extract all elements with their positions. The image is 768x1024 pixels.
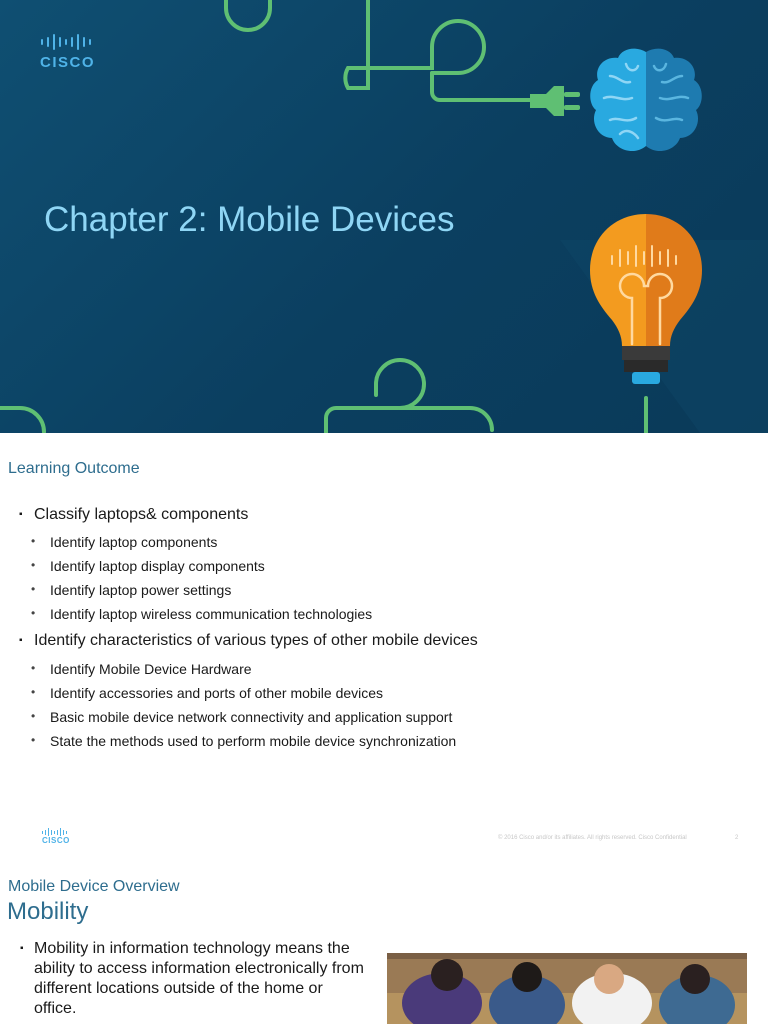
mobility-slide bbox=[0, 865, 768, 1024]
bullet-dot-icon: • bbox=[31, 582, 36, 596]
slide-title: Mobility bbox=[7, 898, 89, 925]
outcome-subitem bbox=[16, 660, 756, 678]
outcome-subitem bbox=[16, 581, 756, 599]
outcome-subitem-text: Identify Mobile Device Hardware bbox=[50, 661, 252, 677]
bullet-square-icon: ▪ bbox=[19, 509, 23, 520]
chapter-title: Chapter 2: Mobile Devices bbox=[44, 200, 455, 239]
bullet-dot-icon: • bbox=[31, 709, 36, 723]
outcome-subitem-text: Identify laptop wireless communication technologies bbox=[50, 606, 373, 622]
outcome-subitem-text: Basic mobile device network connectivity and application support bbox=[50, 709, 453, 725]
learning-outcome-list bbox=[16, 505, 756, 750]
outcome-subitem-text: Identify accessories and ports of other mobile devices bbox=[50, 685, 384, 701]
lightbulb-icon bbox=[586, 212, 708, 390]
bullet-dot-icon: • bbox=[31, 534, 36, 548]
footer-copyright: © 2016 Cisco and/or its affiliates. All rights reserved. Cisco Confidential bbox=[498, 835, 687, 841]
outcome-item bbox=[16, 631, 756, 651]
outcome-item-text: Classify laptops& components bbox=[34, 506, 249, 523]
cisco-logo-small bbox=[42, 828, 74, 845]
section-heading: Mobile Device Overview bbox=[8, 878, 180, 895]
cisco-logo-small-text: CISCO bbox=[42, 836, 70, 845]
bullet-square-icon: ▪ bbox=[20, 943, 24, 954]
plug-icon bbox=[528, 84, 584, 118]
footer-page-number: 2 bbox=[735, 835, 739, 841]
learning-outcome-heading: Learning Outcome bbox=[8, 460, 140, 477]
outcome-subitem-text: State the methods used to perform mobile device synchronization bbox=[50, 733, 457, 749]
outcome-subitem-text: Identify laptop components bbox=[50, 534, 218, 550]
outcome-item-text: Identify characteristics of various types of other mobile devices bbox=[34, 632, 478, 649]
cisco-logo-small-bars bbox=[42, 828, 74, 836]
outcome-subitem-text: Identify laptop display components bbox=[50, 558, 265, 574]
outcome-subitem-text: Identify laptop power settings bbox=[50, 582, 232, 598]
cisco-logo-text: CISCO bbox=[40, 54, 96, 71]
mobility-bullet bbox=[18, 939, 364, 1019]
people-using-devices-photo bbox=[387, 953, 747, 1024]
outcome-subitem bbox=[16, 684, 756, 702]
outcome-item bbox=[16, 505, 756, 525]
outcome-subitem bbox=[16, 557, 756, 575]
bullet-dot-icon: • bbox=[31, 733, 36, 747]
bullet-dot-icon: • bbox=[31, 558, 36, 572]
mobility-bullet-text: Mobility in information technology means the ability to access information electronically from different locations outside of the home or office. bbox=[34, 940, 364, 1017]
title-slide bbox=[0, 0, 768, 433]
bullet-dot-icon: • bbox=[31, 661, 36, 675]
outcome-subitem bbox=[16, 732, 756, 750]
bullet-square-icon: ▪ bbox=[19, 635, 23, 646]
outcome-subitem bbox=[16, 605, 756, 623]
learning-outcome-slide bbox=[0, 433, 768, 865]
bullet-dot-icon: • bbox=[31, 685, 36, 699]
outcome-subitem bbox=[16, 708, 756, 726]
cisco-logo bbox=[40, 34, 110, 74]
cisco-logo-bars bbox=[41, 34, 110, 50]
bullet-dot-icon: • bbox=[31, 606, 36, 620]
brain-icon bbox=[586, 46, 706, 158]
outcome-subitem bbox=[16, 533, 756, 551]
